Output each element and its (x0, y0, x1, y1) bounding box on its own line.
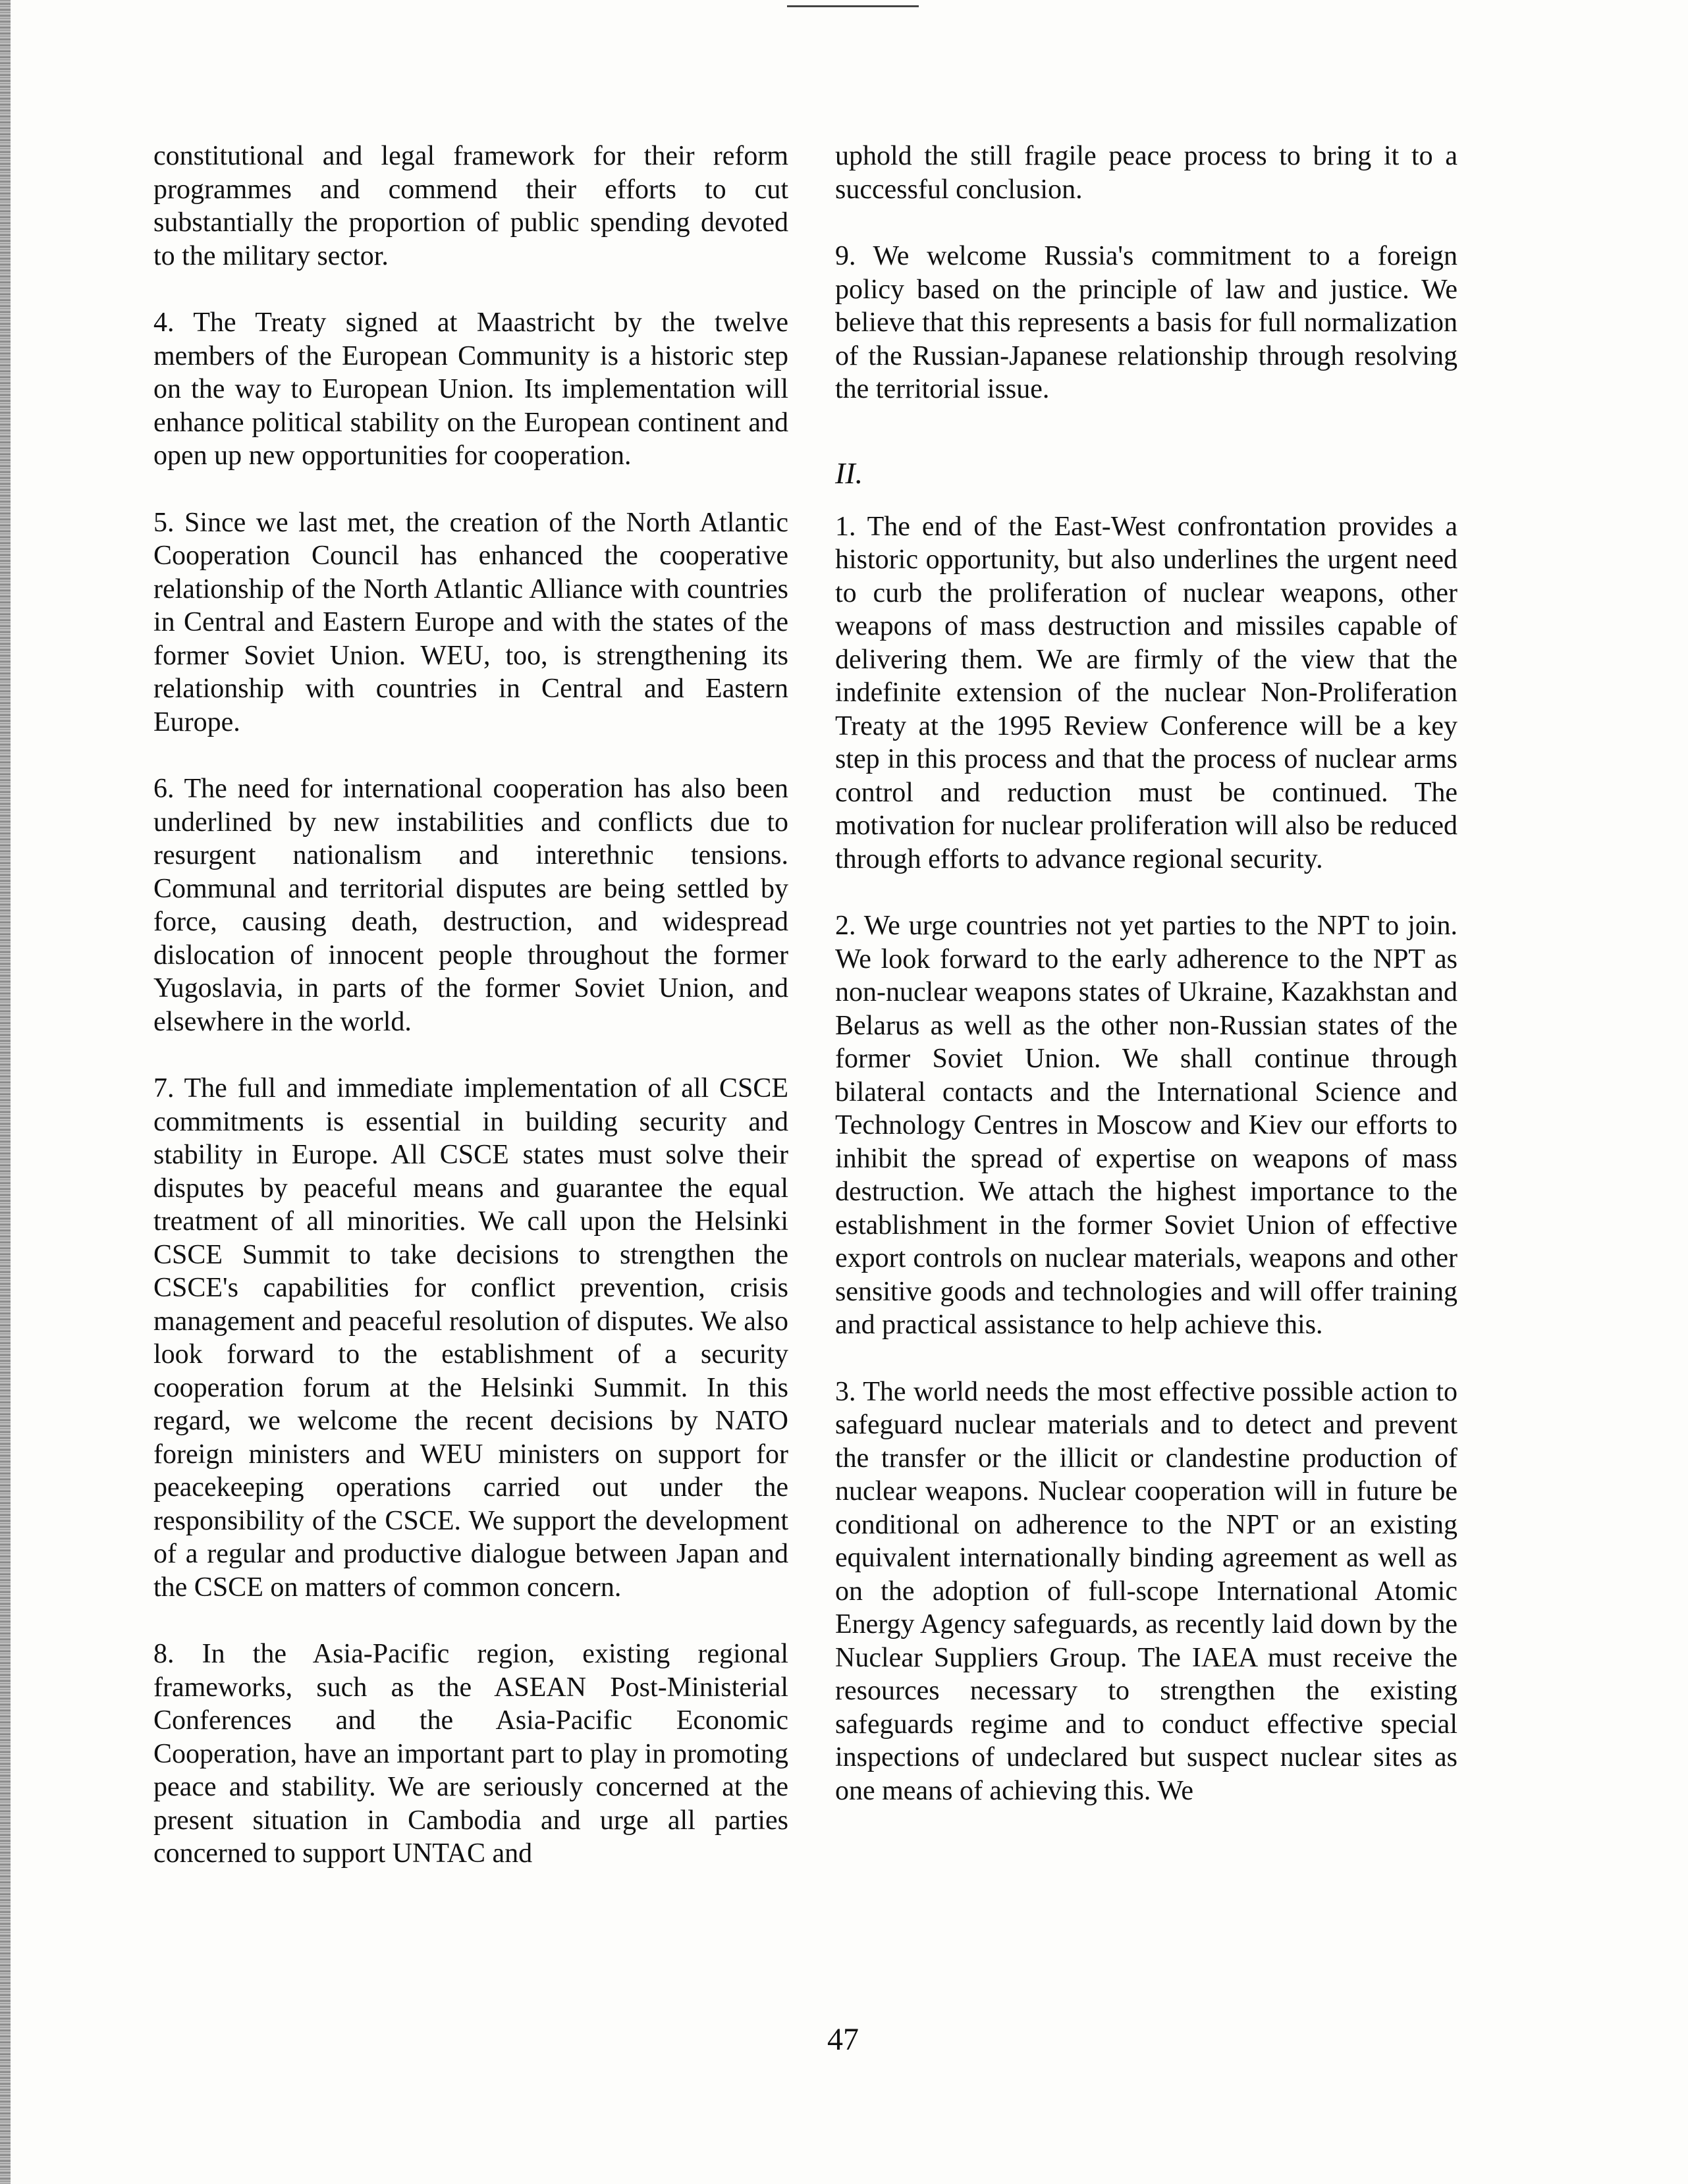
right-column (835, 140, 1457, 1841)
top-rule (787, 5, 919, 7)
paragraph-continued: constitutional and legal framework for their reform programmes and commend their efforts to cut substantially the proportion of public spending devoted to the military sector. (153, 141, 788, 271)
scan-binding-edge (0, 0, 11, 2184)
page-number: 47 (827, 2022, 859, 2057)
left-column (153, 140, 788, 1904)
paragraph-4: 4. The Treaty signed at Maastricht by the twelve members of the European Community is a historic step on the way to European Union. Its implementation will enhance political stability on the European continent and open up new opportunities for cooperation. (153, 307, 788, 471)
paragraph-9: 9. We welcome Russia's commitment to a foreign policy based on the principle of law and justice. We believe that this represents a basis for full normalization of the Russian-Japanese relationship through resolving the territorial issue. (835, 241, 1457, 404)
paragraph-7: 7. The full and immediate implementation of all CSCE commitments is essential in building security and stability in Europe. All CSCE states must solve their disputes by peaceful means and guarantee the equal treatment of all minorities. We call upon the Helsinki CSCE Summit to take decisions to strengthen the CSCE's capabilities for conflict prevention, crisis management and peaceful resolution of disputes. We also look forward to the establishment of a security cooperation forum at the Helsinki Summit. In this regard, we welcome the recent decisions by NATO foreign ministers and WEU ministers on support for peacekeeping operations carried out under the responsibility of the CSCE. We support the development of a regular and productive dialogue between Japan and the CSCE on matters of common concern. (153, 1073, 788, 1603)
paragraph-6: 6. The need for international cooperation has also been underlined by new instabilities and conflicts due to resurgent nationalism and interethnic tensions. Communal and territorial disputes are being settled by force, causing death, destruction, and widespread dislocation of innocent people throughout the former Yugoslavia, in parts of the former Soviet Union, and elsewhere in the world. (153, 774, 788, 1037)
section-2-paragraph-2: 2. We urge countries not yet parties to the NPT to join. We look forward to the early adherence to the NPT as non-nuclear weapons states of Ukraine, Kazakhstan and Belarus as well as the other non-Russian states of the former Soviet Union. We shall continue through bilateral contacts and the International Science and Technology Centres in Moscow and Kiev our efforts to inhibit the spread of expertise on weapons of mass destruction. We attach the highest importance to the establishment in the former Soviet Union of effective export controls on nuclear materials, weapons and other sensitive goods and technologies and will offer training and practical assistance to help achieve this. (835, 911, 1457, 1340)
section-heading: II. (835, 456, 863, 490)
section-2-paragraph-1: 1. The end of the East-West confrontation provides a historic opportunity, but also underlines the urgent need to curb the proliferation of nuclear weapons, other weapons of mass destruction and missiles capable of delivering them. We are firmly of the view that the indefinite extension of the nuclear Non-Proliferation Treaty at the 1995 Review Conference will be a key step in this process and that the process of nuclear arms control and reduction must be continued. The motivation for nuclear proliferation will also be reduced through efforts to advance regional security. (835, 511, 1457, 874)
paragraph-8-continued: uphold the still fragile peace process to bring it to a successful conclusion. (835, 141, 1457, 205)
paragraph-5: 5. Since we last met, the creation of the North Atlantic Cooperation Council has enhanced the cooperative relationship of the North Atlantic Alliance with countries in Central and Eastern Europe and with the states of the former Soviet Union. WEU, too, is strengthening its relationship with countries in Central and Eastern Europe. (153, 507, 788, 737)
section-2-paragraph-3: 3. The world needs the most effective possible action to safeguard nuclear materials and to detect and prevent the transfer or the illicit or clandestine production of nuclear weapons. Nuclear cooperation will in future be conditional on adherence to the NPT or an existing equivalent internationally binding agreement as well as on the adoption of full-scope International Atomic Energy Agency safeguards, as recently laid down by the Nuclear Suppliers Group. The IAEA must receive the resources necessary to strengthen the existing safeguards regime and to conduct effective special inspections of undeclared but suspect nuclear sites as one means of achieving this. We (835, 1376, 1457, 1806)
paragraph-8: 8. In the Asia-Pacific region, existing regional frameworks, such as the ASEAN Post-Ministerial Conferences and the Asia-Pacific Economic Cooperation, have an important part to play in promoting peace and stability. We are seriously concerned at the present situation in Cambodia and urge all parties concerned to support UNTAC and (153, 1639, 788, 1869)
